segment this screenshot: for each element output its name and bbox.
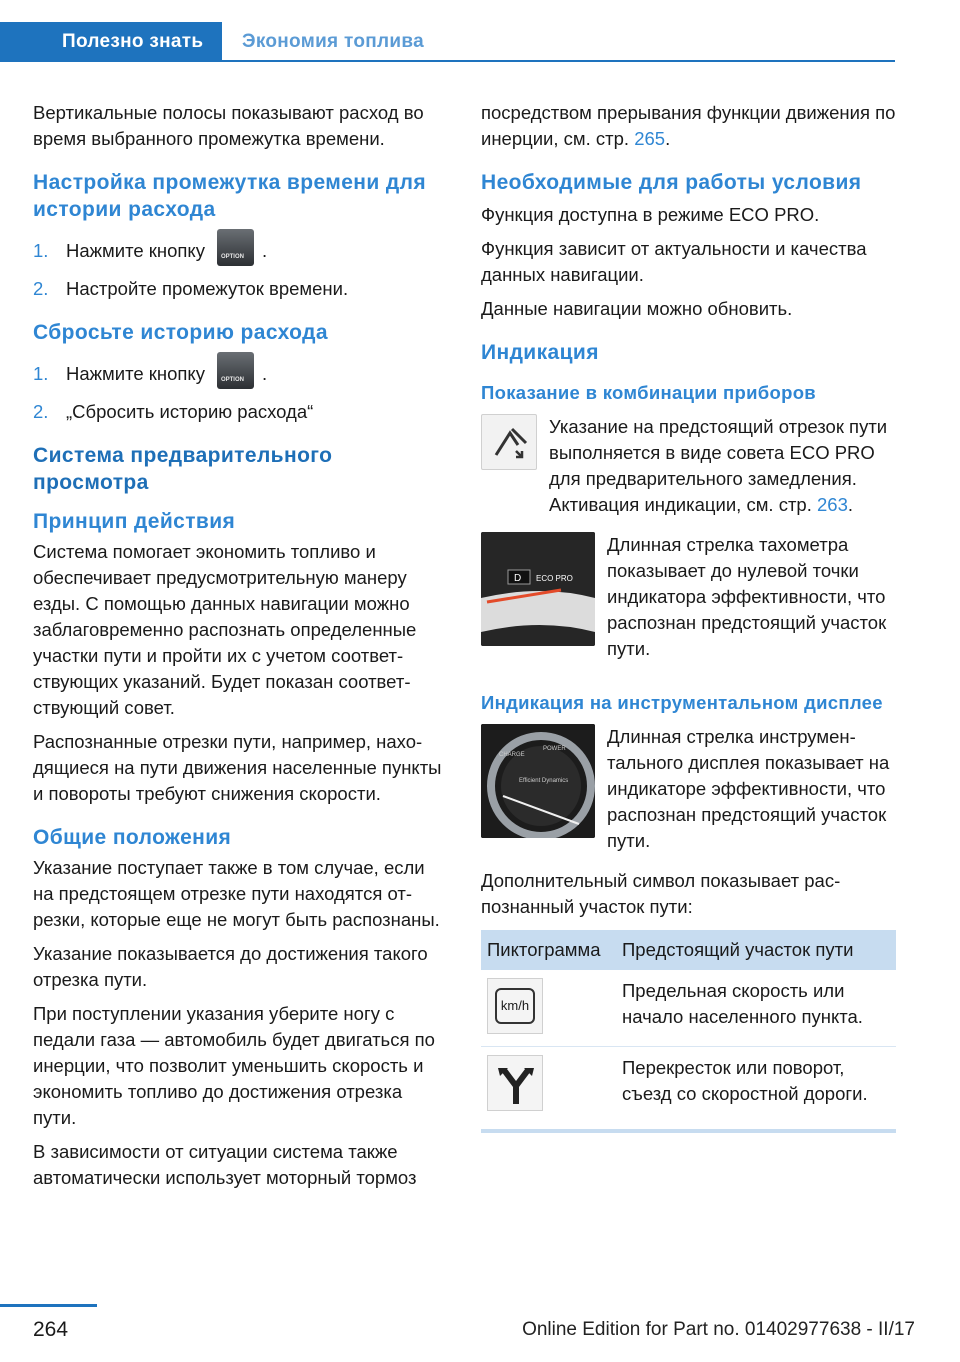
continued-text-body: посредством прерывания функции движения по инерции, см. стр. — [481, 102, 896, 149]
page-link-263[interactable]: 263 — [817, 494, 848, 515]
gauge-caption: Efficient Dynamics — [519, 778, 569, 784]
step-text: Нажмите кнопку — [66, 239, 205, 261]
step-number: 1. — [33, 239, 49, 261]
cluster-figure-row — [481, 414, 896, 518]
table-cell-icon — [481, 970, 616, 1047]
heading-principle: Принцип действия — [33, 510, 236, 533]
step-number: 1. — [33, 362, 49, 384]
step-suffix: . — [261, 362, 268, 384]
continued-text-end: . — [665, 128, 671, 149]
display-figure-row — [481, 724, 896, 854]
page-number: 264 — [33, 1318, 69, 1341]
heading-instrument-display: Индикация на инструментальном дисплее — [481, 692, 883, 713]
intro-text: Вертикальные полосы показывают расход во время выбранного промежутка времени. — [33, 102, 424, 149]
heading-cluster: Показание в комбинации приборов — [481, 382, 816, 403]
step-text: Нажмите кнопку — [66, 362, 205, 384]
table-cell-icon — [481, 1047, 616, 1132]
cluster-text-body: Указание на предстоящий отрезок пути выполняется в виде совета ECO PRO для предварительного замедления. Активация индикации, см. стр. — [549, 416, 888, 515]
conditions-text-3: Данные навигации можно обновить. — [481, 298, 793, 319]
footer-rule — [0, 1304, 97, 1307]
display-text: Длинная стрелка инструментального дисплея показывает на индикаторе эффективности, что распознан предстоящий участок пути. — [607, 726, 890, 851]
heading-indication: Индикация — [481, 341, 599, 364]
junction-svg — [488, 1056, 544, 1112]
edition-label: Online Edition for Part no. 01402977638 - II/17 — [522, 1319, 915, 1340]
table-header-section: Предстоящий участок пути — [616, 930, 896, 970]
kmh-sign-text: km/h — [495, 988, 535, 1024]
heading-reset: Сбросьте историю расхода — [33, 321, 328, 344]
symbols-table — [481, 930, 896, 1133]
tacho-figure-row — [481, 532, 896, 662]
table-row — [481, 1047, 896, 1132]
general-text-3: При поступлении указания уберите ногу с педали газа — автомобиль будет двигаться по инерции, что позволит уменьшить скорость и экономить топливо до достижения отрезка пути. — [33, 1003, 435, 1128]
option-button-icon — [217, 352, 254, 389]
reset-steps — [33, 358, 448, 425]
table-header-pictogram: Пиктограмма — [481, 930, 616, 970]
step-text: Настройте промежуток времени. — [66, 278, 349, 299]
instrument-display-svg — [481, 724, 595, 838]
heading-conditions: Необходимые для работы условия — [481, 171, 862, 194]
page-link-265[interactable]: 265 — [634, 128, 666, 149]
tachometer-svg — [481, 532, 595, 646]
cluster-text — [549, 414, 896, 518]
gauge-power-label: POWER — [543, 746, 566, 752]
table-cell-text: Предельная скорость или начало населенного пункта. — [616, 970, 896, 1047]
kmh-sign-icon — [487, 978, 543, 1034]
heading-general: Общие положения — [33, 826, 232, 849]
table-row — [481, 970, 896, 1047]
conditions-text-1: Функция доступна в режиме ECO PRO. — [481, 204, 820, 225]
table-header-row — [481, 930, 896, 970]
instrument-display-image — [481, 724, 595, 838]
gauge-charge-label: CHARGE — [499, 752, 525, 758]
continued-text — [481, 100, 896, 152]
eco-coast-hint-icon — [481, 414, 537, 470]
heading-interval: Настройка промежутка времени для истории расхода — [33, 171, 427, 221]
general-text-2: Указание показывается до достижения такого отрезка пути. — [33, 943, 428, 990]
cluster-text-end: . — [847, 494, 854, 515]
step-suffix: . — [261, 239, 268, 261]
list-item — [33, 235, 448, 266]
heading-preview-system: Система предварительного просмотра — [33, 444, 333, 494]
left-column — [33, 100, 448, 1199]
conditions-text-2: Функция зависит от актуальности и качества данных навигации. — [481, 238, 867, 285]
tachometer-image — [481, 532, 595, 646]
interval-steps — [33, 235, 448, 302]
tacho-gear-label: D — [514, 573, 522, 584]
list-item — [33, 358, 448, 389]
extra-symbol-text: Дополнительный символ показывает распознанный участок пути: — [481, 870, 841, 917]
step-number: 2. — [33, 401, 49, 422]
list-item — [33, 399, 448, 425]
right-column — [481, 100, 896, 1133]
header-tab-fuel-economy[interactable]: Экономия топлива — [242, 31, 424, 52]
table-cell-text: Перекресток или поворот, съезд со скоростной дороги. — [616, 1047, 896, 1132]
junction-icon — [487, 1055, 543, 1111]
principle-text-2: Распознанные отрезки пути, например, находящиеся на пути движения населенные пункты и повороты требуют снижения скорости. — [33, 731, 442, 804]
step-text: „Сбросить историю расхода“ — [66, 401, 314, 422]
tacho-text: Длинная стрелка тахометра показывает до нулевой точки индикатора эффективности, что распознан предстоящий участок пути. — [607, 534, 887, 659]
general-text-1: Указание поступает также в том случае, если на предстоящем отрезке пути находятся отрезки, которые еще не могут быть распознаны. — [33, 857, 440, 930]
general-text-4: В зависимости от ситуации система также автоматически использует моторный тормоз — [33, 1141, 417, 1188]
eco-coast-hint-svg — [482, 415, 537, 470]
option-button-icon — [217, 229, 254, 266]
principle-text-1: Система помогает экономить топливо и обеспечивает предусмотрительную манеру езды. С помощью данных навигации можно заблаговременно распознать определенные участки пути и пройти их с учетом соответствующих указаний. Будет показан соответствующий совет. — [33, 541, 417, 718]
step-number: 2. — [33, 278, 49, 299]
tacho-mode-label: ECO PRO — [536, 574, 573, 583]
header-rule — [0, 60, 895, 62]
list-item — [33, 276, 448, 302]
header-tab-active[interactable]: Полезно знать — [0, 22, 222, 62]
